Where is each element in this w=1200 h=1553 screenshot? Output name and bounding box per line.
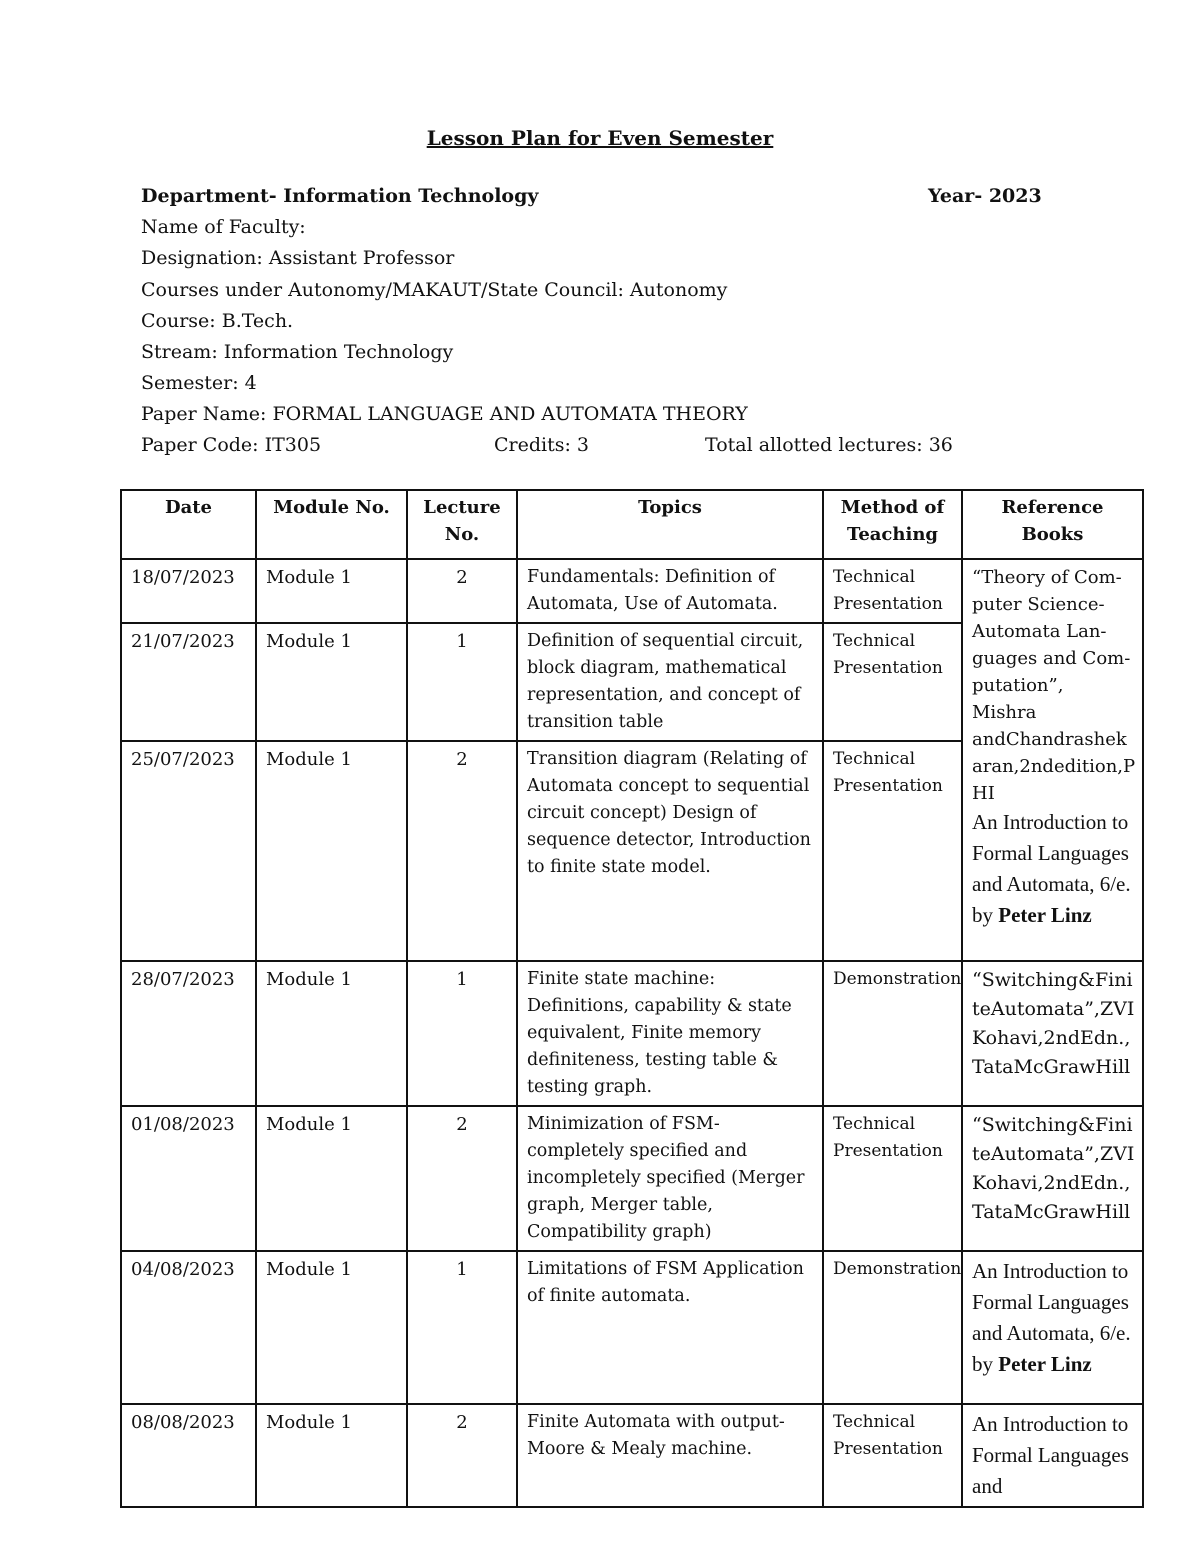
method-cell: Technical Presentation xyxy=(823,623,962,741)
date-cell: 01/08/2023 xyxy=(121,1106,256,1251)
date-cell: 08/08/2023 xyxy=(121,1404,256,1507)
header-topics: Topics xyxy=(517,490,823,559)
reference-cell xyxy=(962,559,1143,961)
reference-author: Peter Linz xyxy=(998,1352,1092,1376)
lecture-cell: 1 xyxy=(407,623,517,741)
method-cell: Technical Presentation xyxy=(823,741,962,961)
reference-cell xyxy=(962,1251,1143,1404)
module-cell: Module 1 xyxy=(256,961,407,1106)
date-cell: 04/08/2023 xyxy=(121,1251,256,1404)
reference-text: An Introduction to Formal Languages and Automata, 6/e. by xyxy=(972,810,1131,927)
designation: Designation: Assistant Professor xyxy=(141,247,455,269)
date-cell: 21/07/2023 xyxy=(121,623,256,741)
table-header-row xyxy=(121,490,1143,559)
table-row xyxy=(121,1404,1143,1507)
topic-cell: Definition of sequential circuit, block diagram, mathematical representation, and concept of transition table xyxy=(517,623,823,741)
lecture-cell: 1 xyxy=(407,1251,517,1404)
table-row xyxy=(121,1251,1143,1404)
lecture-cell: 2 xyxy=(407,741,517,961)
lecture-cell: 2 xyxy=(407,559,517,623)
lecture-cell: 2 xyxy=(407,1404,517,1507)
faculty-name: Name of Faculty: xyxy=(141,216,306,238)
reference-text: An Introduction to Formal Languages and Automata, 6/e. by xyxy=(972,1259,1131,1376)
topic-cell: Minimization of FSM- completely specified and incompletely specified (Merger graph, Merger table, Compatibility graph) xyxy=(517,1106,823,1251)
date-cell: 28/07/2023 xyxy=(121,961,256,1106)
table-row xyxy=(121,961,1143,1106)
reference-text-large xyxy=(972,807,1133,931)
header-date: Date xyxy=(121,490,256,559)
module-cell: Module 1 xyxy=(256,559,407,623)
reference-author: Peter Linz xyxy=(998,903,1092,927)
paper-code: Paper Code: IT305 xyxy=(141,434,322,456)
reference-text: “Theory of Com-puter Science-Automata Lan-guages and Com-putation”, Mishra andChandrashek aran,2ndedition,P HI xyxy=(972,567,1136,804)
date-cell: 18/07/2023 xyxy=(121,559,256,623)
reference-cell xyxy=(962,1404,1143,1507)
topic-cell: Limitations of FSM Application of finite automata. xyxy=(517,1251,823,1404)
header-reference: Reference Books xyxy=(962,490,1143,559)
module-cell: Module 1 xyxy=(256,623,407,741)
topic-cell: Finite state machine: Definitions, capability & state equivalent, Finite memory definiteness, testing table & testing graph. xyxy=(517,961,823,1106)
method-cell: Technical Presentation xyxy=(823,1106,962,1251)
page-title: Lesson Plan for Even Semester xyxy=(426,126,774,150)
module-cell: Module 1 xyxy=(256,1404,407,1507)
total-lectures: Total allotted lectures: 36 xyxy=(705,434,953,456)
date-cell: 25/07/2023 xyxy=(121,741,256,961)
method-cell: Demonstration xyxy=(823,1251,962,1404)
department: Department- Information Technology xyxy=(141,185,539,207)
module-cell: Module 1 xyxy=(256,1251,407,1404)
module-cell: Module 1 xyxy=(256,1106,407,1251)
reference-cell: “Switching&Fini teAutomata”,ZVI Kohavi,2ndEdn., TataMcGrawHill xyxy=(962,1106,1143,1251)
year: Year- 2023 xyxy=(928,185,1042,207)
header-method: Method of Teaching xyxy=(823,490,962,559)
table-row xyxy=(121,559,1143,623)
header-lecture: Lecture No. xyxy=(407,490,517,559)
lesson-plan-table xyxy=(120,489,1144,1508)
topic-cell: Finite Automata with output- Moore & Mealy machine. xyxy=(517,1404,823,1507)
header-module: Module No. xyxy=(256,490,407,559)
courses-under: Courses under Autonomy/MAKAUT/State Council: Autonomy xyxy=(141,279,728,301)
credits: Credits: 3 xyxy=(494,434,590,456)
stream: Stream: Information Technology xyxy=(141,341,454,363)
lecture-cell: 2 xyxy=(407,1106,517,1251)
course: Course: B.Tech. xyxy=(141,310,294,332)
paper-name: Paper Name: FORMAL LANGUAGE AND AUTOMATA THEORY xyxy=(141,403,748,425)
topic-cell: Transition diagram (Relating of Automata concept to sequential circuit concept) Design of sequence detector, Introduction to finite state model. xyxy=(517,741,823,961)
method-cell: Technical Presentation xyxy=(823,1404,962,1507)
method-cell: Technical Presentation xyxy=(823,559,962,623)
module-cell: Module 1 xyxy=(256,741,407,961)
table-row xyxy=(121,1106,1143,1251)
method-cell: Demonstration xyxy=(823,961,962,1106)
reference-text-large xyxy=(972,1256,1133,1380)
lecture-cell: 1 xyxy=(407,961,517,1106)
reference-text: An Introduction to Formal Languages and xyxy=(972,1412,1129,1498)
semester: Semester: 4 xyxy=(141,372,257,394)
reference-cell: “Switching&Fini teAutomata”,ZVI Kohavi,2ndEdn., TataMcGrawHill xyxy=(962,961,1143,1106)
topic-cell: Fundamentals: Definition of Automata, Use of Automata. xyxy=(517,559,823,623)
